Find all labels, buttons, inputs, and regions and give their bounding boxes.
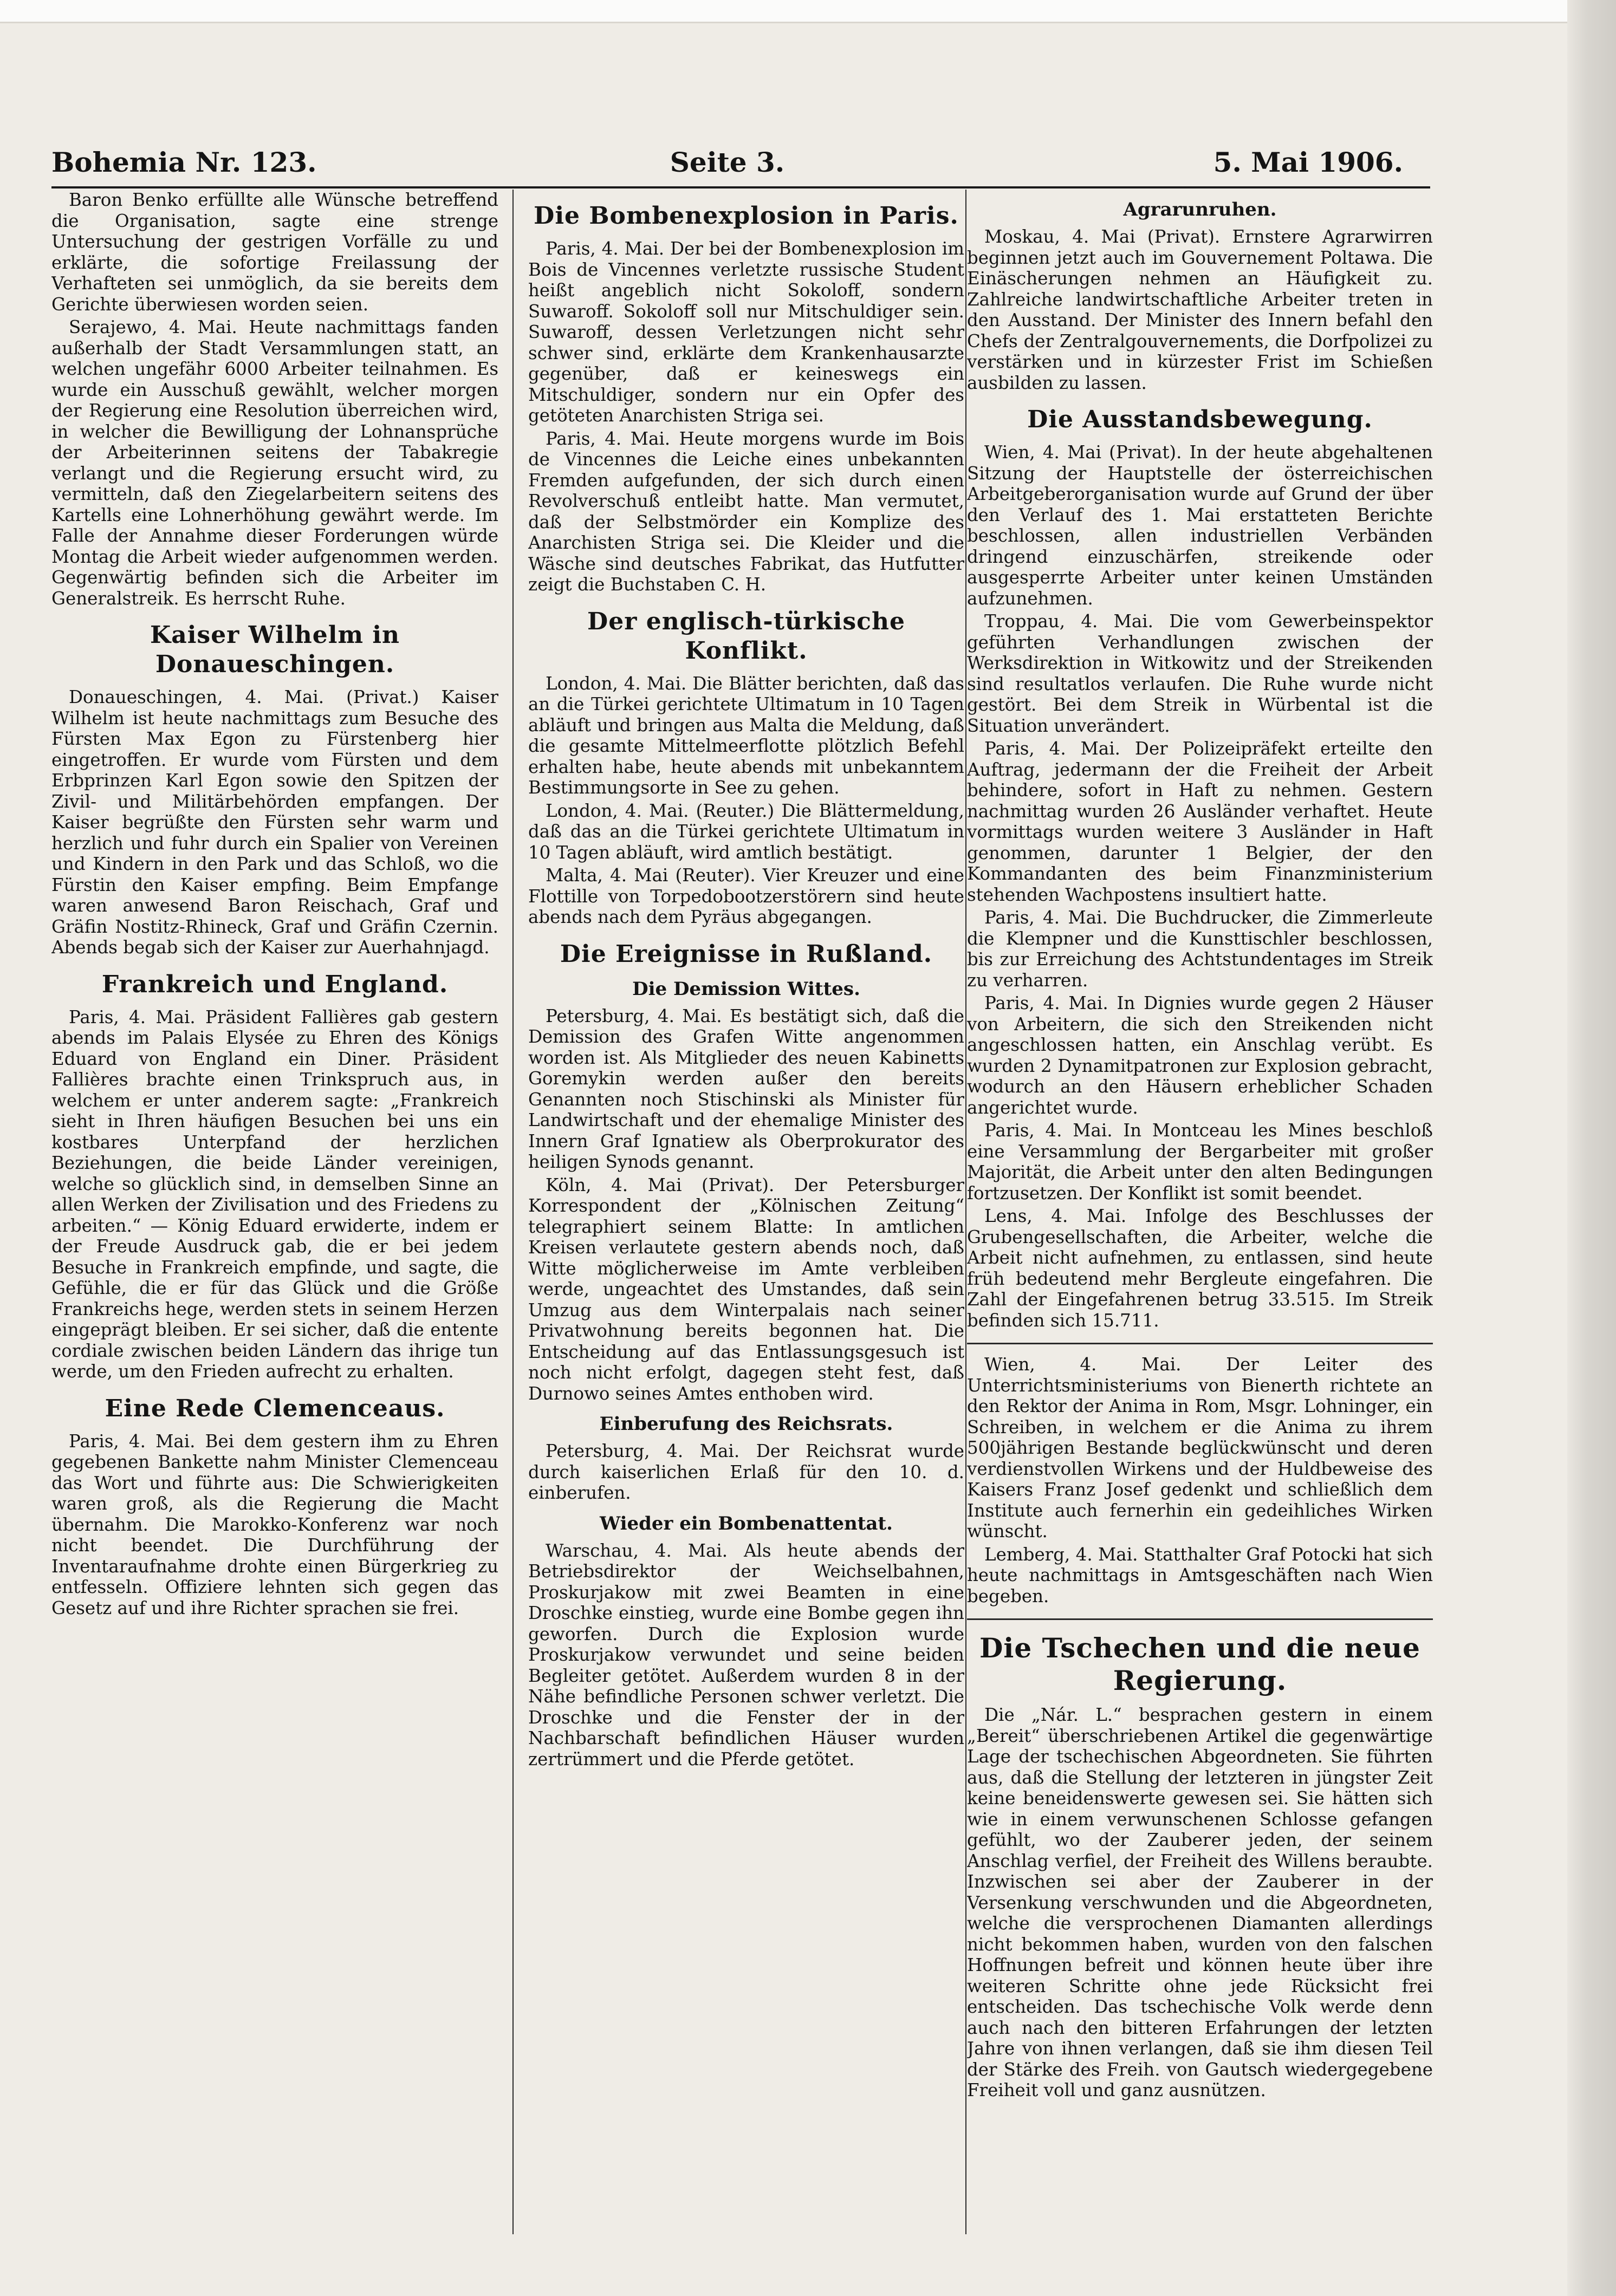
newspaper-issue: Bohemia Nr. 123. <box>51 146 317 178</box>
article-heading: Die Tschechen und die neue Regierung. <box>979 1632 1420 1696</box>
article-heading: Der englisch-türkische Konflikt. <box>587 607 905 665</box>
scan-top-edge <box>0 0 1616 23</box>
article-paragraph: Die „Nár. L.“ besprachen gestern in einem „Bereit“ überschriebenen Artikel die gegenwärtige Lage der tschechischen Abgeordneten. Sie führten aus, daß die Stellung der letzteren in jüngster Zeit keine beneidenswerte gewesen sei. Sie hätten sich wie in einem verwunschenen Schlosse gefangen gefühlt, wo der Zauberer jeden, der seinem Anschlag verfiel, der Freiheit des Willens beraubte. Inzwischen sei aber der Zauberer in der Versenkung verschwunden und die Abgeordneten, welche die versprochenen Diamanten allerdings nicht bekommen haben, wurden von den falschen Hoffnungen befreit und können heute über ihre weiteren Schritte ohne jede Rücksicht frei entscheiden. Das tschechische Volk werde denn auch nach den bitteren Erfahrungen der letzten Jahre von ihnen verlangen, daß sie ihm diesen Teil der Stärke des Freih. von Gautsch wiedergegebene Freiheit voll und ganz ausnützen. <box>967 1705 1433 2100</box>
column-1 <box>51 190 498 2234</box>
article-heading: Frankreich und England. <box>101 970 449 998</box>
article-heading: Die Bombenexplosion in Paris. <box>534 202 959 230</box>
article-paragraph: Malta, 4. Mai (Reuter). Vier Kreuzer und eine Flottille von Torpedobootzerstörern sind heute abends nach dem Pyräus abgegangen. <box>528 865 964 927</box>
article-paragraph: Paris, 4. Mai. Der Polizeipräfekt erteilte den Auftrag, jedermann der die Freiheit der Arbeit behindere, sofort in Haft zu nehmen. Gestern nachmittag wurden 26 Ausländer verhaftet. Heute vormittags wurden weitere 3 Ausländer in Haft genommen, darunter 1 Belgier, der den Kommandanten des beim Finanzministerium stehenden Wachpostens insultiert hatte. <box>967 738 1433 905</box>
article-subheading: Einberufung des Reichsrats. <box>599 1413 893 1435</box>
article-paragraph: Paris, 4. Mai. Bei dem gestern ihm zu Ehren gegebenen Bankette nahm Minister Clemenceau das Wort und führte aus: Die Schwierigkeiten waren groß, als die Regierung die Macht übernahm. Die Marokko-Konferenz war noch nicht beendet. Die Durchführung der Inventaraufnahme drohte einen Bürgerkrieg zu entfesseln. Offiziere lehnten sich gegen das Gesetz auf und ihre Richter sprachen sie frei. <box>51 1430 498 1618</box>
article-paragraph: Paris, 4. Mai. In Montceau les Mines beschloß eine Versammlung der Bergarbeiter mit großer Majorität, die Arbeit unter den alten Bedingungen fortzusetzen. Der Konflikt ist somit beendet. <box>967 1120 1433 1204</box>
article-paragraph: Troppau, 4. Mai. Die vom Gewerbeinspektor geführten Verhandlungen zwischen der Werksdirektion in Witkowitz und der Streikenden sind resultatlos verlaufen. Die Ruhe wurde nicht gestört. Bei dem Streik in Würbental ist die Situation unverändert. <box>967 611 1433 736</box>
article-heading: Eine Rede Clemenceaus. <box>105 1394 445 1422</box>
column-2 <box>528 190 964 2234</box>
article-subheading: Agrarunruhen. <box>1123 199 1277 220</box>
article-paragraph: Baron Benko erfüllte alle Wünsche betreffend die Organisation, sagte eine strenge Untersuchung der gestrigen Vorfälle zu und erklärte, die sofortige Freilassung der Verhafteten sei unmöglich, da sie bereits dem Gerichte überwiesen worden seien. <box>51 190 498 315</box>
article-heading: Die Ausstandsbewegung. <box>1027 406 1373 433</box>
article-heading: Kaiser Wilhelm in Donaueschingen. <box>150 621 400 678</box>
article-paragraph: Wien, 4. Mai. Der Leiter des Unterrichtsministeriums von Bienerth richtete an den Rektor der Anima in Rom, Msgr. Lohninger, ein Schreiben, in welchem er die Anima zu ihrem 500jährigen Bestande beglückwünscht und deren verdienstvollen Wirkens und der Huldbeweise des Kaisers Franz Josef gedenkt und schließlich dem Institute auch fernerhin ein gedeihliches Wirken wünscht. <box>967 1354 1433 1541</box>
article-paragraph: Warschau, 4. Mai. Als heute abends der Betriebsdirektor der Weichselbahnen, Proskurjakow mit zwei Beamten in eine Droschke einstieg, wurde eine Bombe gegen ihn geworfen. Durch die Explosion wurde Proskurjakow verwundet und seine beiden Begleiter getötet. Außerdem wurden 8 in der Nähe befindliche Personen schwer verletzt. Die Droschke und die Fenster der in der Nachbarschaft befindlichen Häuser wurden zertrümmert und die Pferde getötet. <box>528 1540 964 1770</box>
article-paragraph: Paris, 4. Mai. Die Buchdrucker, die Zimmerleute die Klempner und die Kunsttischler beschlossen, bis zur Erreichung des Achtstundentages im Streik zu verharren. <box>967 907 1433 991</box>
article-subheading: Wieder ein Bombenattentat. <box>600 1512 893 1534</box>
article-paragraph: London, 4. Mai. (Reuter.) Die Blättermeldung, daß das an die Türkei gerichtete Ultimatum in 10 Tagen abläuft, wird amtlich bestätigt. <box>528 800 964 863</box>
page-header <box>51 146 1403 190</box>
article-paragraph: Köln, 4. Mai (Privat). Der Petersburger Korrespondent der „Kölnischen Zeitung“ telegraphiert seinem Blatte: In amtlichen Kreisen verlautete gestern abends noch, daß Witte möglicherweise im Amte verbleiben werde, ungeachtet des Umstandes, daß sein Umzug aus dem Winterpalais nach seiner Privatwohnung bereits begonnen hat. Die Entscheidung auf das Entlassungsgesuch ist noch nicht erfolgt, dagegen steht fest, daß Durnowo seines Amtes enthoben wird. <box>528 1174 964 1404</box>
header-rule <box>51 186 1430 188</box>
article-heading: Die Ereignisse in Rußland. <box>560 940 933 968</box>
column-3 <box>967 190 1433 2234</box>
article-paragraph: Lemberg, 4. Mai. Statthalter Graf Potocki hat sich heute nachmittags in Amtsgeschäften nach Wien begeben. <box>967 1544 1433 1606</box>
issue-date: 5. Mai 1906. <box>1213 146 1403 178</box>
article-paragraph: Paris, 4. Mai. Heute morgens wurde im Bois de Vincennes die Leiche eines unbekannten Fremden aufgefunden, der sich durch einen Revolverschuß entleibt hatte. Man vermutet, daß der Selbstmörder ein Komplize des Anarchisten Striga sei. Die Kleider und die Wäsche sind deutsches Fabrikat, das Hutfutter zeigt die Buchstaben C. H. <box>528 428 964 595</box>
scan-right-edge <box>1567 0 1616 2296</box>
section-divider <box>967 1618 1433 1620</box>
article-paragraph: Donaueschingen, 4. Mai. (Privat.) Kaiser Wilhelm ist heute nachmittags zum Besuche des Fürsten Max Egon zu Fürstenberg hier eingetroffen. Er wurde vom Fürsten und dem Erbprinzen Karl Egon sowie den Spitzen der Zivil- und Militärbehörden empfangen. Der Kaiser begrüßte den Fürsten sehr warm und herzlich und fuhr durch ein Spalier von Vereinen und Kindern in den Park und das Schloß, wo die Fürstin den Kaiser empfing. Beim Empfange waren anwesend Baron Reischach, Graf und Gräfin Nostitz-Rhineck, Graf und Gräfin Czernin. Abends begab sich der Kaiser zur Auerhahnjagd. <box>51 687 498 958</box>
article-paragraph: Paris, 4. Mai. Der bei der Bombenexplosion im Bois de Vincennes verletzte russische Student heißt angeblich nicht Sokoloff, sondern Suwaroff. Sokoloff soll nur Mitschuldiger sein. Suwaroff, dessen Verletzungen nicht sehr schwer sind, erklärte dem Krankenhausarzte gegenüber, daß er keineswegs ein Mitschuldiger, sondern nur ein Opfer des getöteten Anarchisten Striga sei. <box>528 238 964 426</box>
article-paragraph: Moskau, 4. Mai (Privat). Ernstere Agrarwirren beginnen jetzt auch im Gouvernement Poltawa. Die Einäscherungen nehmen an Häufigkeit zu. Zahlreiche landwirtschaftliche Arbeiter treten in den Ausstand. Der Minister des Innern befahl den Chefs der Zentralgouvernements, die Dorfpolizei zu verstärken und in kürzester Frist im Schießen ausbilden zu lassen. <box>967 226 1433 393</box>
article-paragraph: Paris, 4. Mai. Präsident Fallières gab gestern abends im Palais Elysée zu Ehren des Königs Eduard von England ein Diner. Präsident Fallières brachte einen Trinkspruch aus, in welchem er unter anderem sagte: „Frankreich sieht in Ihren häufigen Besuchen bei uns ein kostbares Unterpfand der herzlichen Beziehungen, die beide Länder vereinigen, welche so glücklich sind, in demselben Sinne an allen Werken der Zivilisation und des Friedens zu arbeiten.“ — König Eduard erwiderte, indem er der Freude Ausdruck gab, die er bei jedem Besuche in Frankreich empfinde, und sagte, die Gefühle, die er für das Glück und die Größe Frankreichs hege, werden stets in seinem Herzen eingeprägt bleiben. Er sei sicher, daß die entente cordiale zwischen beiden Ländern das ihrige tun werde, um den Frieden aufrecht zu erhalten. <box>51 1006 498 1382</box>
article-paragraph: Paris, 4. Mai. In Dignies wurde gegen 2 Häuser von Arbeitern, die sich den Streikenden nicht angeschlossen hatten, ein Anschlag verübt. Es wurden 2 Dynamitpatronen zur Explosion gebracht, wodurch an den Häusern erheblicher Schaden angerichtet wurde. <box>967 993 1433 1118</box>
page-number: Seite 3. <box>670 146 785 178</box>
article-paragraph: Wien, 4. Mai (Privat). In der heute abgehaltenen Sitzung der Hauptstelle der österreichischen Arbeitgeberorganisation wurde auf Grund der über den Verlauf des 1. Mai erstatteten Berichte beschlossen, allen industriellen Verbänden dringend einzuschärfen, streikende oder ausgesperrte Arbeiter unter keinen Umständen aufzunehmen. <box>967 442 1433 609</box>
column-divider <box>512 190 514 2234</box>
section-divider <box>967 1343 1433 1344</box>
article-paragraph: Petersburg, 4. Mai. Der Reichsrat wurde durch kaiserlichen Erlaß für den 10. d. einberufen. <box>528 1441 964 1503</box>
article-subheading: Die Demission Wittes. <box>632 978 860 1000</box>
article-paragraph: London, 4. Mai. Die Blätter berichten, daß das an die Türkei gerichtete Ultimatum in 10 Tagen abläuft und bringen aus Malta die Meldung, daß die gesamte Mittelmeerflotte plötzlich Befehl erhalten habe, heute abends mit unbekanntem Bestimmungsorte in See zu gehen. <box>528 673 964 798</box>
article-paragraph: Lens, 4. Mai. Infolge des Beschlusses der Grubengesellschaften, die Arbeiter, welche die Arbeit nicht aufnehmen, zu entlassen, sind heute früh bedeutend mehr Bergleute eingefahren. Die Zahl der Eingefahrenen betrug 33.515. Im Streik befinden sich 15.711. <box>967 1206 1433 1331</box>
article-paragraph: Serajewo, 4. Mai. Heute nachmittags fanden außerhalb der Stadt Versammlungen statt, an welchen ungefähr 6000 Arbeiter teilnahmen. Es wurde ein Ausschuß gewählt, welcher morgen der Regierung eine Resolution überreichen wird, in welcher die Bewilligung der Lohnansprüche der Arbeiterinnen seitens der Tabakregie verlangt und die Regierung ersucht wird, zu vermitteln, daß den Ziegelarbeitern seitens des Kartells eine Lohnerhöhung gewährt werde. Im Falle der Annahme dieser Forderungen würde Montag die Arbeit wieder aufgenommen werden. Gegenwärtig befinden sich die Arbeiter im Generalstreik. Es herrscht Ruhe. <box>51 317 498 609</box>
column-divider <box>965 190 966 2234</box>
article-paragraph: Petersburg, 4. Mai. Es bestätigt sich, daß die Demission des Grafen Witte angenommen worden ist. Als Mitglieder des neuen Kabinetts Goremykin werden außer den bereits Genannten noch Stischinski als Minister für Landwirtschaft und der ehemalige Minister des Innern Graf Ignatiew als Oberprokurator des heiligen Synods genannt. <box>528 1005 964 1172</box>
